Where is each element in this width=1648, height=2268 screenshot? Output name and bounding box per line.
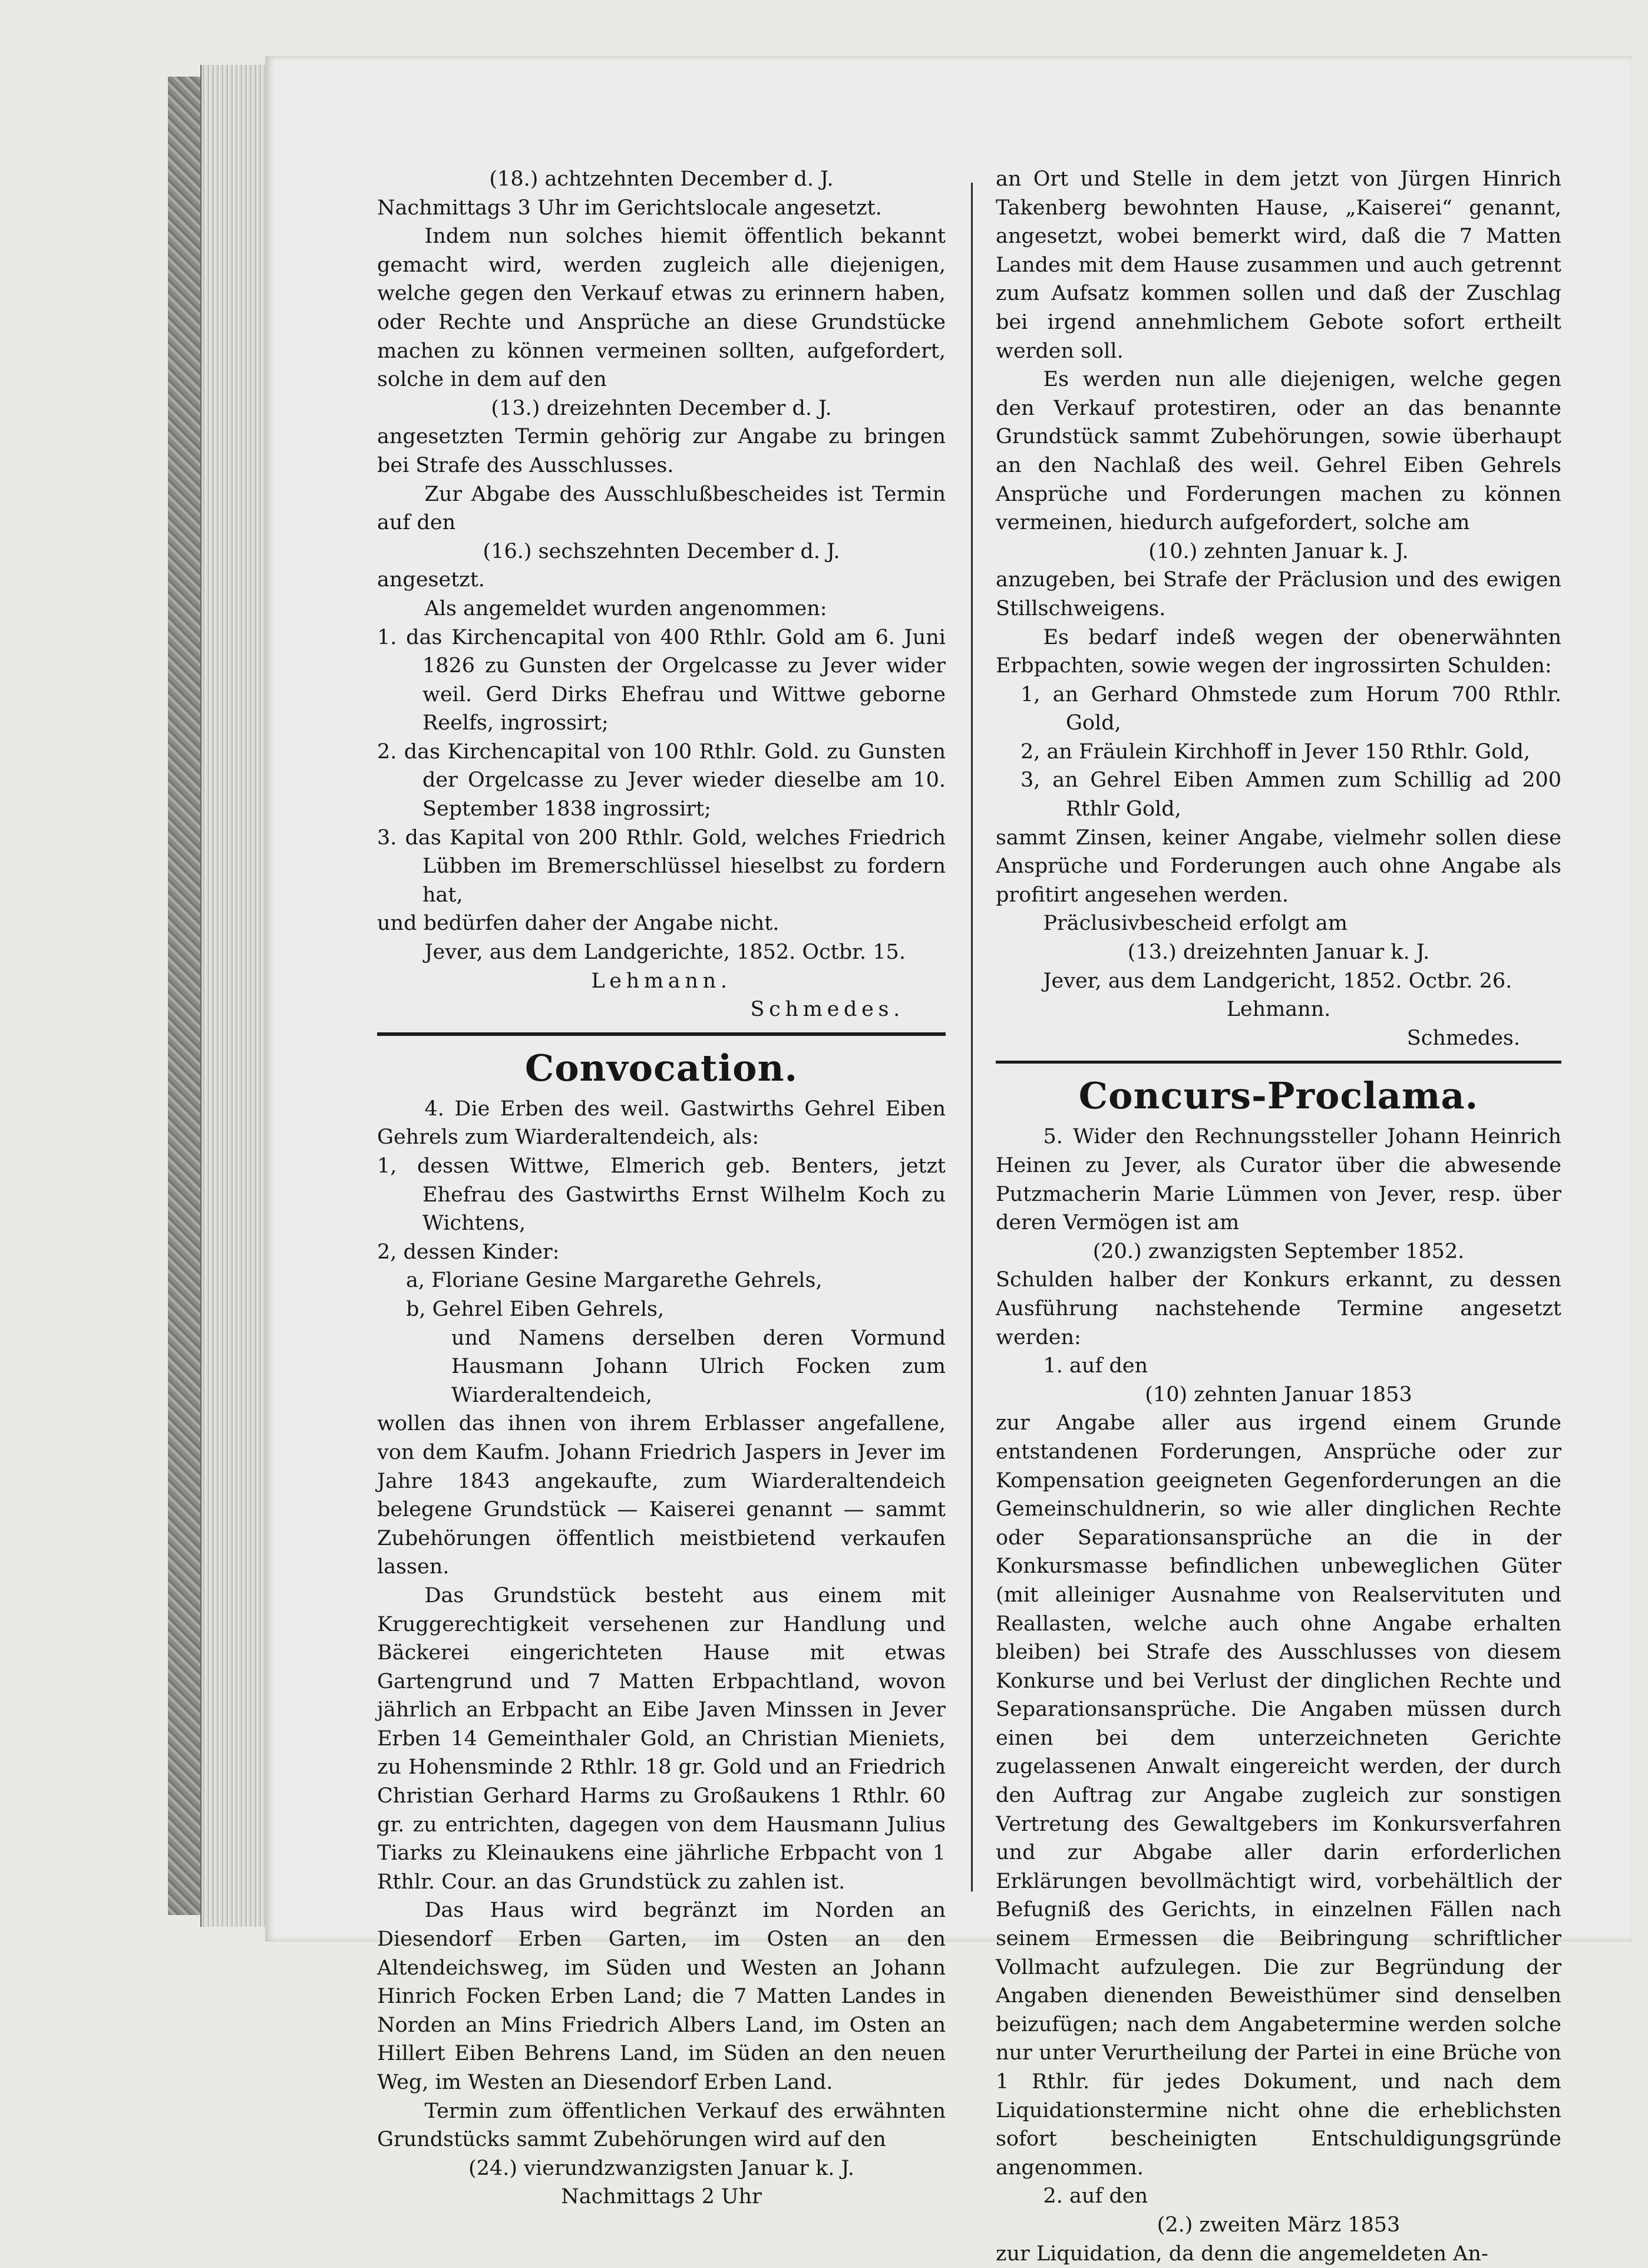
date-line: Nachmittags 2 Uhr	[561, 2185, 762, 2209]
list-item: 1. das Kirchencapital von 400 Rthlr. Gold am 6. Juni 1826 zu Gunsten der Orgelcasse zu Jever wider weil. Gerd Dirks Ehefrau und Wittwe geborne Reelfs, ingrossirt;	[377, 625, 946, 735]
section-heading: Concurs-Proclama.	[1078, 1074, 1479, 1118]
place-date: Jever, aus dem Landgerichte, 1852. Octbr. 15.	[424, 940, 906, 965]
paragraph: zur Liquidation, da denn die angemeldeten An-	[996, 2241, 1488, 2266]
left-column	[377, 165, 946, 2211]
paragraph: Schulden halber der Konkurs erkannt, zu dessen Ausführung nachstehende Termine angesetzt werden:	[996, 1268, 1561, 1349]
date-line: (10) zehnten Januar 1853	[1145, 1382, 1412, 1407]
paragraph: sammt Zinsen, keiner Angabe, vielmehr sollen diese Ansprüche und Forderungen auch ohne Angabe als profitirt angesehen werden.	[996, 826, 1561, 907]
date-line: (13.) dreizehnten Januar k. J.	[1127, 940, 1430, 965]
paragraph: Das Grundstück besteht aus einem mit Kruggerechtigkeit versehenen zur Handlung und Bäckerei eingerichteten Hause mit etwas Gartengrund und 7 Matten Erbpachtland, wovon jährlich an Erbpacht an Eibe Javen Minssen in Jever Erben 14 Gemeinthaler Gold, an Christian Mieniets, zu Hohensminde 2 Rthlr. 18 gr. Gold und an Friedrich Christian Gerhard Harms zu Großaukens 1 Rthlr. 60 gr. zu entrichten, dagegen von dem Hausmann Julius Tiarks zu Kleinaukens eine jährliche Erbpacht von 1 Rthlr. Cour. an das Grundstück zu zahlen ist.	[377, 1583, 946, 1894]
date-line: (16.) sechszehnten December d. J.	[483, 539, 840, 563]
date-line: (13.) dreizehnten December d. J.	[491, 396, 832, 420]
section-heading: Convocation.	[524, 1046, 798, 1090]
date-line: (20.) zwanzigsten September 1852.	[1092, 1239, 1465, 1263]
date-line: (24.) vierundzwanzigsten Januar k. J.	[468, 2156, 854, 2180]
paragraph: an Ort und Stelle in dem jetzt von Jürgen Hinrich Takenberg bewohnten Hause, „Kaiserei“ genannt, angesetzt, wobei bemerkt wird, daß die 7 Matten Landes mit dem Hause zusammen und auch getrennt zum Aufsatz kommen sollen und daß der Zuschlag bei irgend annehmlichem Gebote sofort ertheilt werden soll.	[996, 167, 1561, 363]
list-item: 1, an Gerhard Ohmstede zum Horum 700 Rthlr. Gold,	[1020, 682, 1561, 735]
paragraph: Termin zum öffentlichen Verkauf des erwähnten Grundstücks sammt Zubehörungen wird auf den	[377, 2099, 946, 2152]
list-item: 3, an Gehrel Eiben Ammen zum Schillig ad 200 Rthlr Gold,	[1020, 768, 1561, 821]
date-line: (2.) zweiten März 1853	[1157, 2213, 1401, 2237]
paragraph: zur Angabe aller aus irgend einem Grunde entstandenen Forderungen, Ansprüche oder zur Kompensation geeigneten Gegenforderungen an die Gemeinschuldnerin, so wie aller dinglichen Rechte oder Separationsansprüche an die in der Konkursmasse befindlichen unbeweglichen Güter (mit alleiniger Ausnahme von Realservituten und Reallasten, welche auch ohne Angabe erhalten bleiben) bei Strafe des Ausschlusses von diesem Konkurse und bei Verlust der dinglichen Rechte und Separationsansprüche. Die Angaben müssen durch einen bei dem unterzeichneten Gerichte zugelassenen Anwalt eingereicht werden, der durch den Auftrag zur Angabe zugleich zur sonstigen Vertretung des Gewaltgebers im Konkursverfahren und zur Abgabe aller darin erforderlichen Erklärungen bevollmächtigt wird, vorbehältlich der Befugniß des Gerichts, in einzelnen Fällen nach seinem Ermessen die Beibringung schriftlicher Vollmacht aufzulegen. Die zur Begründung der Angaben dienenden Beweisthümer sind denselben beizufügen; nach dem Angabetermine werden solche nur unter Verurtheilung der Partei in eine Brüche von 1 Rthlr. für jedes Dokument, und nach dem Liquidationstermine nicht ohne die erheblichsten sofort bescheinigten Entschuldigungsgründe angenommen.	[996, 1411, 1561, 2180]
section-rule	[996, 1061, 1561, 1064]
paragraph: und Namens derselben deren Vormund Hausmann Johann Ulrich Focken zum Wiarderaltendeich,	[451, 1326, 946, 1407]
date-line: (18.) achtzehnten December d. J.	[489, 167, 834, 191]
paragraph: 2. auf den	[1043, 2184, 1148, 2208]
signature: Schmedes.	[750, 998, 904, 1022]
section-rule	[377, 1032, 946, 1036]
paragraph: wollen das ihnen von ihrem Erblasser angefallene, von dem Kaufm. Johann Friedrich Jaspers in Jever im Jahre 1843 angekaufte, zum Wiarderaltendeich belegene Grundstück — Kaiserei genannt — sammt Zubehörungen öffentlich meistbietend verkaufen lassen.	[377, 1412, 946, 1579]
list-item: 2, dessen Kinder:	[377, 1240, 560, 1264]
paragraph: angesetzten Termin gehörig zur Angabe zu bringen bei Strafe des Ausschlusses.	[377, 425, 946, 477]
list-item: a, Floriane Gesine Margarethe Gehrels,	[406, 1269, 823, 1293]
paragraph: 5. Wider den Rechnungssteller Johann Heinrich Heinen zu Jever, als Curator über die abwesende Putzmacherin Marie Lümmen von Jever, resp. über deren Vermögen ist am	[996, 1125, 1561, 1235]
list-item: 3. das Kapital von 200 Rthlr. Gold, welches Friedrich Lübben im Bremerschlüssel hieselbst zu fordern hat,	[377, 826, 946, 907]
place-date: Jever, aus dem Landgericht, 1852. Octbr. 26.	[1043, 969, 1512, 993]
paragraph: Indem nun solches hiemit öffentlich bekannt gemacht wird, werden zugleich alle diejenigen, welche gegen den Verkauf etwas zu erinnern haben, oder Rechte und Ansprüche an diese Grundstücke machen zu können vermeinen sollten, aufgefordert, solche in dem auf den	[377, 225, 946, 392]
paragraph: angesetzt.	[377, 568, 485, 592]
list-item: 2, an Fräulein Kirchhoff in Jever 150 Rthlr. Gold,	[1020, 740, 1530, 764]
paragraph: und bedürfen daher der Angabe nicht.	[377, 912, 780, 936]
paragraph: Präclusivbescheid erfolgt am	[1043, 912, 1348, 936]
paragraph: Als angemeldet wurden angenommen:	[424, 596, 827, 620]
page-edges	[200, 65, 266, 1927]
paragraph: anzugeben, bei Strafe der Präclusion und des ewigen Stillschweigens.	[996, 568, 1561, 620]
signature: Schmedes.	[1406, 1026, 1520, 1050]
paragraph: 4. Die Erben des weil. Gastwirths Gehrel Eiben Gehrels zum Wiarderaltendeich, als:	[377, 1097, 946, 1150]
paragraph: Das Haus wird begränzt im Norden an Diesendorf Erben Garten, im Osten an den Altendeichsweg, im Süden und Westen an Johann Hinrich Focken Erben Land; die 7 Matten Landes in Norden an Mins Friedrich Albers Land, im Osten an Hillert Eiben Behrens Land, im Süden an den neuen Weg, im Westen an Diesendorf Erben Land.	[377, 1899, 946, 2094]
paragraph: Zur Abgabe des Ausschlußbescheides ist Termin auf den	[377, 482, 946, 535]
date-line: (10.) zehnten Januar k. J.	[1148, 539, 1409, 563]
right-column	[996, 165, 1561, 2268]
signature: Lehmann.	[591, 969, 732, 993]
signature: Lehmann.	[1226, 998, 1331, 1022]
paragraph: Es werden nun alle diejenigen, welche gegen den Verkauf protestiren, oder an das benannte Grundstück sammt Zubehörungen, sowie überhaupt an den Nachlaß des weil. Gehrel Eiben Gehrels Ansprüche und Forderungen machen zu können vermeinen, hiedurch aufgefordert, solche am	[996, 368, 1561, 535]
book-binding	[168, 77, 202, 1915]
list-item: 2. das Kirchencapital von 100 Rthlr. Gold. zu Gunsten der Orgelcasse zu Jever wieder dieselbe am 10. September 1838 ingrossirt;	[377, 740, 946, 821]
column-divider	[971, 183, 973, 1891]
list-item: b, Gehrel Eiben Gehrels,	[406, 1297, 665, 1321]
paragraph: Es bedarf indeß wegen der obenerwähnten Erbpachten, sowie wegen der ingrossirten Schulden:	[996, 625, 1561, 678]
list-item: 1, dessen Wittwe, Elmerich geb. Benters, jetzt Ehefrau des Gastwirths Ernst Wilhelm Koch zu Wichtens,	[377, 1154, 946, 1236]
paragraph: Nachmittags 3 Uhr im Gerichtslocale angesetzt.	[377, 196, 882, 220]
paragraph: 1. auf den	[1043, 1354, 1148, 1378]
